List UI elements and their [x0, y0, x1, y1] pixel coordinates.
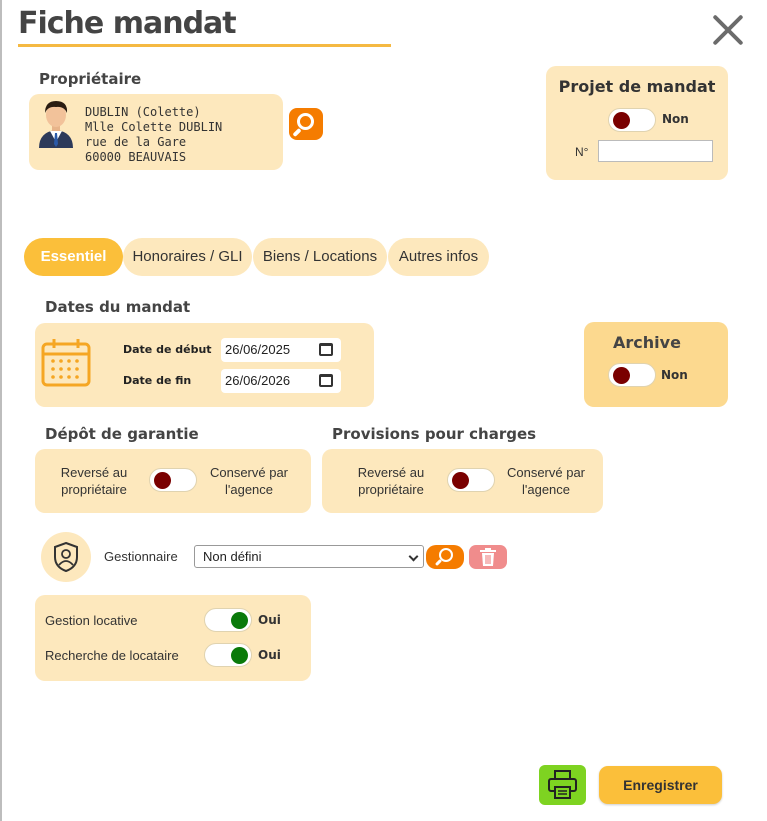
- gestionnaire-delete-button[interactable]: [469, 545, 507, 569]
- owner-street: rue de la Gare: [85, 135, 187, 149]
- gestion-locative-toggle[interactable]: [204, 608, 252, 632]
- owner-name: DUBLIN (Colette): [85, 105, 201, 119]
- provisions-toggle[interactable]: [447, 468, 495, 492]
- search-icon: [297, 113, 314, 130]
- printer-icon: [547, 770, 578, 800]
- provisions-section-label: Provisions pour charges: [332, 425, 537, 443]
- toggle-knob: [452, 472, 469, 489]
- owner-city: 60000 BEAUVAIS: [85, 150, 187, 164]
- depot-section-label: Dépôt de garantie: [45, 425, 199, 443]
- trash-icon: [479, 548, 497, 566]
- date-fin-label: Date de fin: [123, 374, 192, 387]
- toggle-knob: [231, 612, 248, 629]
- provisions-right-label: [501, 464, 591, 498]
- shield-user-icon: [53, 542, 79, 572]
- gestionnaire-search-button[interactable]: [426, 545, 464, 569]
- owner-fullname: Mlle Colette DUBLIN: [85, 120, 223, 134]
- projet-toggle[interactable]: [608, 108, 656, 132]
- search-icon-handle: [292, 128, 301, 137]
- dates-section-label: Dates du mandat: [45, 298, 191, 316]
- archive-title: Archive: [613, 333, 681, 352]
- tab-biens-locations[interactable]: Biens / Locations: [253, 238, 387, 276]
- toggle-knob: [613, 112, 630, 129]
- gestion-locative-label: Gestion locative: [45, 613, 138, 628]
- close-icon[interactable]: [710, 12, 746, 48]
- gestion-locative-value: Oui: [258, 613, 281, 627]
- calendar-picker-icon[interactable]: [319, 374, 333, 387]
- toggle-knob: [613, 367, 630, 384]
- provisions-right-line2: l'agence: [521, 482, 571, 497]
- gestionnaire-label: Gestionnaire: [104, 549, 178, 564]
- title-underline: [18, 44, 391, 47]
- depot-left-line1: Reversé au: [60, 465, 128, 480]
- toggle-knob: [231, 647, 248, 664]
- date-debut-label: Date de début: [123, 343, 212, 356]
- date-debut-input[interactable]: [221, 338, 341, 362]
- owner-section-label: Propriétaire: [39, 70, 142, 88]
- depot-toggle[interactable]: [149, 468, 197, 492]
- gestionnaire-select[interactable]: [194, 545, 424, 568]
- owner-search-button[interactable]: [289, 108, 323, 140]
- depot-right-label: [204, 464, 294, 498]
- tab-honoraires[interactable]: Honoraires / GLI: [123, 238, 252, 276]
- projet-number-label: N°: [575, 145, 589, 159]
- date-fin-input[interactable]: [221, 369, 341, 393]
- projet-number-input[interactable]: [598, 140, 713, 162]
- provisions-left-line1: Reversé au: [357, 465, 425, 480]
- depot-right-line2: l'agence: [224, 482, 274, 497]
- save-button[interactable]: Enregistrer: [599, 766, 722, 804]
- archive-toggle[interactable]: [608, 363, 656, 387]
- provisions-left-label: [348, 464, 434, 498]
- tab-essentiel[interactable]: Essentiel: [24, 238, 123, 276]
- projet-title: Projet de mandat: [558, 77, 716, 96]
- gestion-card: [35, 595, 311, 681]
- avatar-icon: [35, 98, 77, 148]
- date-fin-value: 26/06/2026: [225, 373, 291, 388]
- provisions-left-line2: propriétaire: [358, 482, 424, 497]
- depot-right-line1: Conservé par: [209, 465, 289, 480]
- archive-toggle-value: Non: [661, 368, 688, 382]
- tab-autres-infos[interactable]: Autres infos: [388, 238, 489, 276]
- gestionnaire-icon-wrap: [41, 532, 91, 582]
- depot-left-label: [51, 464, 137, 498]
- date-debut-value: 26/06/2025: [225, 342, 291, 357]
- calendar-picker-icon[interactable]: [319, 343, 333, 356]
- toggle-knob: [154, 472, 171, 489]
- chevron-down-icon: [409, 552, 419, 562]
- search-icon-handle: [435, 559, 442, 566]
- print-button[interactable]: [539, 765, 586, 805]
- provisions-right-line1: Conservé par: [506, 465, 586, 480]
- depot-left-line2: propriétaire: [61, 482, 127, 497]
- page-title: Fiche mandat: [18, 6, 236, 41]
- recherche-locataire-label: Recherche de locataire: [45, 648, 179, 663]
- recherche-locataire-toggle[interactable]: [204, 643, 252, 667]
- recherche-locataire-value: Oui: [258, 648, 281, 662]
- projet-toggle-value: Non: [662, 112, 689, 126]
- gestionnaire-selected: Non défini: [203, 549, 262, 564]
- calendar-icon: [41, 337, 91, 387]
- owner-info: [85, 105, 222, 165]
